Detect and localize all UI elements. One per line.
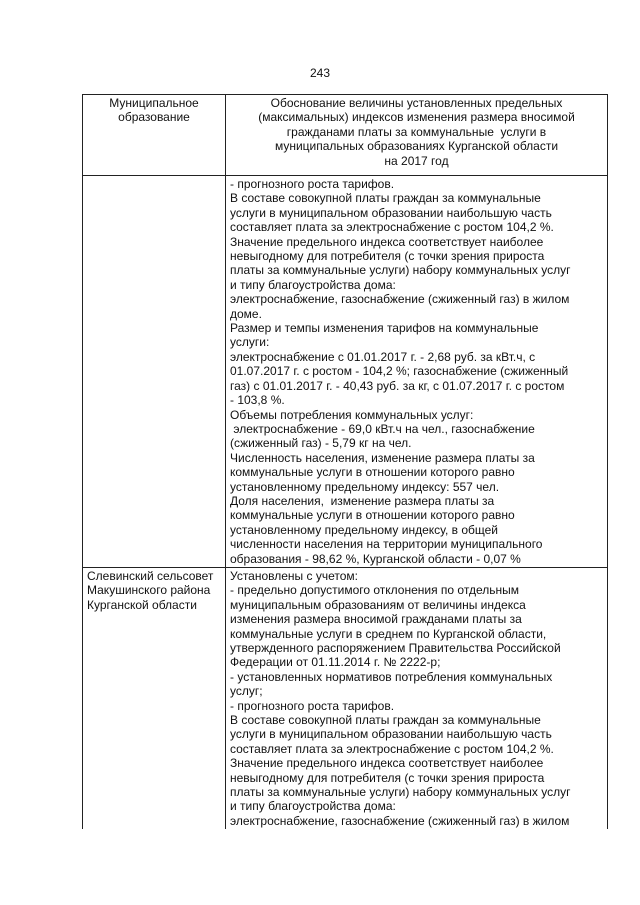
text-line: электроснабжение - 69,0 кВт.ч на чел., газоснабжение <box>230 421 535 436</box>
text-line: коммунальные услуги в отношении которого равно <box>230 465 515 480</box>
text-line: - предельно допустимого отклонения по отдельным <box>230 583 519 598</box>
header-justification <box>226 95 608 176</box>
justification-cell <box>226 176 608 568</box>
text-line: утвержденного распоряжением Правительства Российской <box>230 641 561 655</box>
text-line: Курганской области <box>87 597 197 612</box>
text-line: коммунальные услуги в отношении которого равно <box>230 508 515 523</box>
text-line: численности населения на территории муниципального <box>230 537 543 552</box>
header-municipality <box>83 95 226 176</box>
text-line: изменения размера вносимой гражданами платы за <box>230 612 522 627</box>
municipality-name <box>87 569 221 612</box>
text-line: невыгодному для потребителя (с точки зрения прироста <box>230 770 545 785</box>
text-line: платы за коммунальные услуги) набору коммунальных услуг <box>230 785 571 800</box>
text-line: услуги в муниципальном образовании наибольшую часть <box>230 205 552 220</box>
text-line: услуги: <box>230 335 270 350</box>
text-line: платы за коммунальные услуги) набору коммунальных услуг <box>230 263 571 278</box>
text-line: на 2017 год <box>384 153 449 168</box>
text-line: (максимальных) индексов изменения размера вносимой <box>258 110 575 125</box>
text-line: В составе совокупной платы граждан за коммунальные <box>230 713 541 728</box>
text-line: Федерации от 01.11.2014 г. № 2222-р; <box>230 655 441 670</box>
text-line: образования - 98,62 %, Курганской области - 0,07 % <box>230 551 521 566</box>
text-line: Численность населения, изменение размера платы за <box>230 450 535 465</box>
text-line: муниципальных образованиях Курганской области <box>274 139 559 154</box>
text-line: установленному предельному индексу: 557 чел. <box>230 479 500 494</box>
table-row <box>83 176 608 568</box>
text-line: образование <box>118 110 190 125</box>
text-line: Размер и темпы изменения тарифов на коммунальные <box>230 321 539 336</box>
text-line: муниципальным образованиям от величины индекса <box>230 597 526 612</box>
text-line: газ) с 01.01.2017 г. - 40,43 руб. за кг, с 01.07.2017 г. с ростом <box>230 378 565 393</box>
text-line: Установлены с учетом: <box>230 568 358 583</box>
text-line: гражданами платы за коммунальные услуги в <box>286 124 547 139</box>
justification-text <box>230 177 603 566</box>
text-line: составляет плата за электроснабжение с ростом 104,2 %. <box>230 220 554 235</box>
text-line: Значение предельного индекса соответствует наиболее <box>230 234 544 249</box>
text-line: невыгодному для потребителя (с точки зрения прироста <box>230 249 545 264</box>
text-line: - прогнозного роста тарифов. <box>230 177 395 191</box>
page-number: 243 <box>309 66 331 80</box>
table-header-row <box>83 95 608 176</box>
header-justification-text <box>230 96 603 168</box>
justification-text <box>230 569 603 828</box>
text-line: услуг; <box>230 684 263 699</box>
text-line: установленному предельному индексу, в общей <box>230 522 498 537</box>
text-line: коммунальные услуги в среднем по Курганской области, <box>230 626 547 641</box>
municipality-cell <box>83 567 226 829</box>
text-line: - 103,8 %. <box>230 393 285 408</box>
text-line: - прогнозного роста тарифов. <box>230 698 395 713</box>
text-line: электроснабжение с 01.01.2017 г. - 2,68 руб. за кВт.ч, с <box>230 349 536 364</box>
table-row <box>83 567 608 829</box>
text-line: 01.07.2017 г. с ростом - 104,2 %; газоснабжение (сжиженный <box>230 364 569 379</box>
text-line: Значение предельного индекса соответствует наиболее <box>230 756 544 771</box>
text-line: составляет плата за электроснабжение с ростом 104,2 %. <box>230 741 554 756</box>
text-line: доме. <box>230 306 262 321</box>
text-line: и типу благоустройства дома: <box>230 277 396 292</box>
text-line: В составе совокупной платы граждан за коммунальные <box>230 191 541 206</box>
text-line: Доля населения, изменение размера платы за <box>230 493 495 508</box>
text-line: Макушинского района <box>87 583 211 598</box>
text-line: - установленных нормативов потребления коммунальных <box>230 669 553 684</box>
text-line: Муниципальное <box>109 96 199 110</box>
text-line: и типу благоустройства дома: <box>230 799 396 814</box>
text-line: электроснабжение, газоснабжение (сжиженный газ) в жилом <box>230 292 570 307</box>
text-line: Слевинский сельсовет <box>87 568 214 583</box>
text-line: (сжиженный газ) - 5,79 кг на чел. <box>230 436 412 451</box>
text-line: Обоснование величины установленных предельных <box>270 96 563 110</box>
header-municipality-text <box>87 96 221 125</box>
justification-cell <box>226 567 608 829</box>
text-line: Объемы потребления коммунальных услуг: <box>230 407 474 422</box>
text-line: электроснабжение, газоснабжение (сжиженный газ) в жилом <box>230 813 570 828</box>
justification-table <box>82 94 608 829</box>
text-line: услуги в муниципальном образовании наибольшую часть <box>230 727 552 742</box>
municipality-cell <box>83 176 226 568</box>
